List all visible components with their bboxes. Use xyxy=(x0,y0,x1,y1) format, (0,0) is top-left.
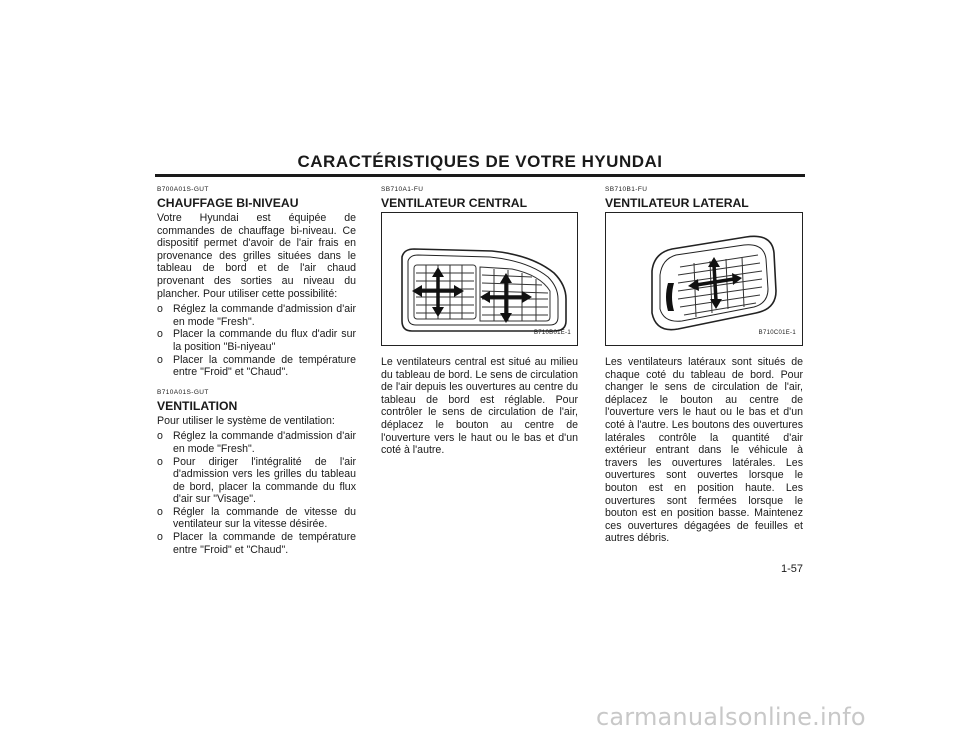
section-paragraph: Le ventilateurs central est situé au milieu du tableau de bord. Le sens de circulation de l'air depuis les ouvertures au centre du tableau de bord est réglable. Pour contrôler le sens de circulation de l'air, déplacez le bouton au centre de l'ouverture vers le haut ou le bas et d'un coté à l'autre. xyxy=(381,356,578,457)
bullet-marker: o xyxy=(157,430,163,443)
bullet-marker: o xyxy=(157,455,163,468)
bullet-list xyxy=(157,430,356,556)
section-code: SB710B1-FU xyxy=(605,186,648,193)
side-vent-figure xyxy=(605,212,803,346)
section-paragraph: Pour utiliser le système de ventilation: xyxy=(157,414,335,427)
section-code: SB710A1-FU xyxy=(381,186,424,193)
bullet-marker: o xyxy=(157,505,163,518)
bullet-marker: o xyxy=(157,353,163,366)
bullet-list xyxy=(157,303,356,379)
list-item: o Régler la commande de vitesse du ventilateur sur la vitesse désirée. xyxy=(157,505,356,531)
central-vent-figure xyxy=(381,212,578,346)
central-vent-illustration xyxy=(382,213,577,345)
page-title: CARACTÉRISTIQUES DE VOTRE HYUNDAI xyxy=(297,152,663,171)
side-vent-illustration xyxy=(606,213,802,345)
section-title-ventilateur-lateral: VENTILATEUR LATERAL xyxy=(605,196,749,210)
column-left xyxy=(157,186,356,556)
list-item: o Placer la commande de température entre "Froid" et "Chaud". xyxy=(157,531,356,556)
bullet-marker: o xyxy=(157,303,163,316)
page-number: 1-57 xyxy=(781,563,804,575)
header-rule xyxy=(155,174,805,177)
list-item: o Pour diriger l'intégralité de l'air d'admission vers les grilles du tableau de bord, placer la commande du flux d'air sur "Visage". xyxy=(157,455,356,506)
watermark: carmanualsonline.info xyxy=(596,703,866,731)
section-title-ventilation: VENTILATION xyxy=(157,398,238,413)
column-right xyxy=(605,186,803,545)
bullet-marker: o xyxy=(157,531,163,544)
column-middle xyxy=(381,186,578,457)
figure-code: B710C01E-1 xyxy=(758,330,796,337)
section-code: B700A01S-GUT xyxy=(157,186,209,193)
list-item: o Placer la commande de température entre "Froid" et "Chaud". xyxy=(157,353,356,379)
section-paragraph: Les ventilateurs latéraux sont situés de chaque coté du tableau de bord. Pour changer le sens de circulation de l'air, déplacez le bouton au centre de l'ouverture vers le haut ou le bas et d'un coté à l'autre. Les boutons des ouvertures latérales contrôle la quantité d'air extérieur entrant dans le véhicule à travers les ouvertures latérales. Les ouvertures sont ouvertes lorsque le bouton est en position haute. Les ouvertures sont fermées lorsque le bouton est en position basse. Maintenez ces ouvertures dégagées de feuilles et autres débris. xyxy=(605,356,803,545)
list-item: o Réglez la commande d'admission d'air en mode "Fresh". xyxy=(157,430,356,455)
section-title-ventilateur-central: VENTILATEUR CENTRAL xyxy=(381,196,528,210)
section-title-chauffage: CHAUFFAGE BI-NIVEAU xyxy=(157,196,299,210)
bullet-marker: o xyxy=(157,328,163,341)
list-item: o Réglez la commande d'admission d'air en mode "Fresh". xyxy=(157,303,356,328)
section-paragraph: Votre Hyundai est équipée de commandes de chauffage bi-niveau. Ce dispositif permet d'avoir de l'air frais en provenance des grilles situées dans le tableau de bord et de l'air chaud provenant des sorties au niveau du plancher. Pour utiliser cette possibilité: xyxy=(157,212,356,300)
list-item: o Placer la commande du flux d'adir sur la position "Bi-niyeau" xyxy=(157,328,356,353)
section-code: B710A01S-GUT xyxy=(157,388,209,396)
figure-code: B710B01E-1 xyxy=(533,330,571,337)
